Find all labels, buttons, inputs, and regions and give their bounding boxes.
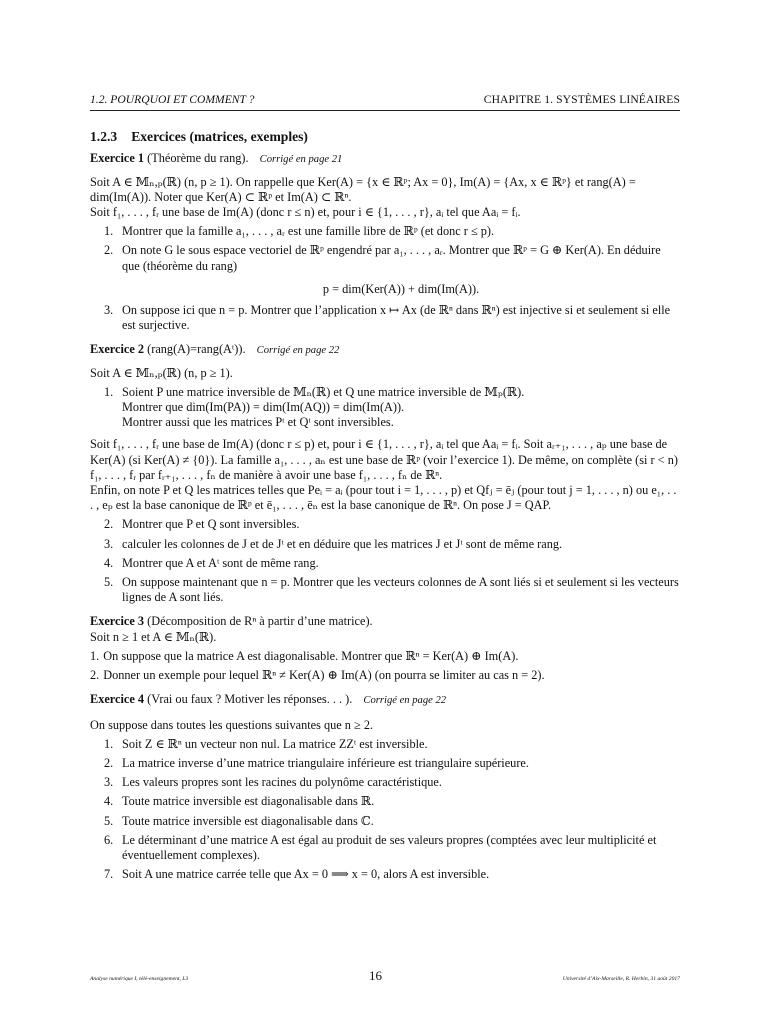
item-number: 4. [104,794,114,809]
exercise-1-intro-1: Soit A ∈ 𝕄ₙ,ₚ(ℝ) (n, p ≥ 1). On rappelle que Ker(A) = {x ∈ ℝᵖ; Ax = 0}, Im(A) = {Ax, x ∈ ℝᵖ} et rang(A) = dim(Im(A)). Noter que Ker(A) ⊂ ℝᵖ et Im(A) ⊂ ℝⁿ. [90,174,636,204]
section-heading [90,129,680,144]
item-text: Toute matrice inversible est diagonalisable dans ℂ. [122,813,374,828]
item-number: 6. [104,832,114,847]
item-text: calculer les colonnes de J et de Jᵗ et en déduire que les matrices J et Jᵗ sont de même rang. [122,536,563,551]
exercise-2-middle-1: Soit f₁, . . . , fᵣ une base de Im(A) (donc r ≤ p) et, pour i ∈ {1, . . . , r}, aᵢ tel que Aaᵢ = fᵢ. Soit aᵣ₊₁, . . . , aₚ une base de Ker(A) (si Ker(A) ≠ {0}). La famille a₁, . . . , aₙ est une base de ℝᵖ (voir l’exercice 1). De même, on complète (si r < n) f₁, . . . , fᵣ par fᵣ₊₁, . . . , fₙ de manière à avoir une base f₁, . . . , fₙ de ℝⁿ. [90,437,678,482]
item-text: Soit A une matrice carrée telle que Ax = 0 ⟹ x = 0, alors A est inversible. [122,867,490,882]
exercise-4-corrige-link[interactable]: Corrigé en page 22 [363,695,447,707]
item-number: 2. [104,755,114,770]
page-content [90,92,680,882]
item-text: Montrer que dim(Im(PA)) = dim(Im(AQ)) = dim(Im(A)). [122,400,405,415]
exercise-1-label: Exercice 1 [90,151,145,166]
item-text: Montrer aussi que les matrices Pᵗ et Qᵗ sont inversibles. [122,415,394,430]
item-number: 2. [104,517,114,532]
item-text: Le déterminant d’une matrice A est égal au produit de ses valeurs propres (comptées avec leur multiplicité et éventuellement complexes). [122,832,657,862]
running-header [90,92,680,111]
exercise-4 [90,692,680,882]
exercise-3-list [90,649,680,683]
item-text: On suppose ici que n = p. Montrer que l’application x ↦ Ax (de ℝⁿ dans ℝⁿ) est injective si et seulement si elle est surjective. [122,303,671,333]
exercise-2-title: (rang(A)=rang(Aᵗ)). [147,342,246,357]
page-footer [90,968,680,987]
exercise-4-heading [90,692,680,708]
list-item [90,243,680,297]
item-text: Montrer que A et Aᵗ sont de même rang. [122,555,319,570]
item-number: 3. [104,303,114,318]
item-number: 1. [104,736,114,751]
exercise-3-intro: Soit n ≥ 1 et A ∈ 𝕄ₙ(ℝ). [90,629,217,644]
item-number: 1. [104,384,114,399]
item-number: 5. [104,813,114,828]
exercise-3 [90,614,680,683]
item-text: On suppose maintenant que n = p. Montrer que les vecteurs colonnes de A sont liés si et seulement si les vecteurs lignes de A sont liés. [122,575,679,605]
list-item [90,537,680,552]
list-item [90,517,680,532]
exercise-1-intro-2: Soit f₁, . . . , fᵣ une base de Im(A) (donc r ≤ n) et, pour i ∈ {1, . . . , r}, aᵢ tel que Aaᵢ = fᵢ. [90,205,521,220]
item-number: 1. [104,224,114,239]
item-number: 1. [90,648,100,663]
page-number: 16 [368,968,382,983]
item-text: On note G le sous espace vectoriel de ℝᵖ engendré par a₁, . . . , aᵣ. Montrer que ℝᵖ = G ⊕ Ker(A). En déduire que (théorème du rang) [122,243,661,273]
list-item [90,756,680,771]
list-item [90,775,680,790]
list-item [90,303,680,333]
item-text: Soient P une matrice inversible de 𝕄ₙ(ℝ) et Q une matrice inversible de 𝕄ₚ(ℝ). [122,384,525,399]
item-number: 2. [104,243,114,258]
list-item [90,224,680,239]
item-number: 4. [104,555,114,570]
item-number: 3. [104,775,114,790]
list-item [90,385,680,431]
item-text: Les valeurs propres sont les racines du polynôme caractéristique. [122,775,442,790]
section-title: Exercices (matrices, exemples) [131,129,308,145]
exercise-3-heading [90,614,680,629]
list-item [90,833,680,863]
exercise-2-heading [90,342,680,358]
item-number: 2. [90,668,100,683]
exercise-1-title: (Théorème du rang). [147,151,249,166]
item-text: La matrice inverse d’une matrice triangulaire inférieure est triangulaire supérieure. [122,755,529,770]
list-item [90,668,680,683]
exercise-4-label: Exercice 4 [90,692,145,707]
list-item [90,649,680,664]
exercise-1-corrige-link[interactable]: Corrigé en page 21 [259,154,343,166]
exercise-1 [90,151,680,333]
section-number: 1.2.3 [90,129,118,145]
rank-theorem-formula: p = dim(Ker(A)) + dim(Im(A)). [322,281,480,296]
footer-left: Analyse numérique I, télé-enseignement, L3 [90,976,189,982]
item-text: Toute matrice inversible est diagonalisable dans ℝ. [122,794,375,809]
item-text: Soit Z ∈ ℝⁿ un vecteur non nul. La matrice ZZᵗ est inversible. [122,736,428,751]
item-number: 3. [104,536,114,551]
item-text: Montrer que P et Q sont inversibles. [122,517,300,532]
exercise-2-list-b [90,517,680,605]
exercise-3-label: Exercice 3 [90,614,145,629]
list-item [90,794,680,809]
exercise-2-corrige-link[interactable]: Corrigé en page 22 [256,345,340,357]
header-right: CHAPITRE 1. SYSTÈMES LINÉAIRES [483,93,680,106]
exercise-2-intro: Soit A ∈ 𝕄ₙ,ₚ(ℝ) (n, p ≥ 1). [90,365,233,380]
item-text: On suppose que la matrice A est diagonalisable. Montrer que ℝⁿ = Ker(A) ⊕ Im(A). [103,648,519,663]
item-text: Donner un exemple pour lequel ℝⁿ ≠ Ker(A) ⊕ Im(A) (on pourra se limiter au cas n = 2). [103,668,545,683]
item-number: 5. [104,575,114,590]
exercise-2-middle-2: Enfin, on note P et Q les matrices telles que Peᵢ = aᵢ (pour tout i = 1, . . . , p) et Qfⱼ = ēⱼ (pour tout j = 1, . . . , n) ou e₁, . . . , eₚ est la base canonique de ℝᵖ et ē₁, . . . , ēₙ est la base canonique de ℝⁿ. On pose J = QAP. [90,483,677,513]
exercise-2-list-a [90,385,680,431]
footer-right: Université d’Aix-Marseille, R. Herbin, 31 août 2017 [562,976,680,982]
exercise-1-heading [90,151,680,167]
exercise-1-list [90,224,680,333]
list-item [90,737,680,752]
exercise-4-title: (Vrai ou faux ? Motiver les réponses. . . ). [147,692,353,707]
header-left: 1.2. POURQUOI ET COMMENT ? [90,93,255,106]
item-text: Montrer que la famille a₁, . . . , aᵣ est une famille libre de ℝᵖ (et donc r ≤ p). [122,224,495,239]
exercise-4-list [90,737,680,883]
exercise-2-label: Exercice 2 [90,342,145,357]
list-item [90,814,680,829]
list-item [90,556,680,571]
item-number: 7. [104,867,114,882]
exercise-2 [90,342,680,605]
list-item [90,575,680,605]
exercise-3-title: (Décomposition de Rⁿ à partir d’une matrice). [147,614,373,629]
exercise-4-intro: On suppose dans toutes les questions suivantes que n ≥ 2. [90,717,374,732]
list-item [90,867,680,882]
